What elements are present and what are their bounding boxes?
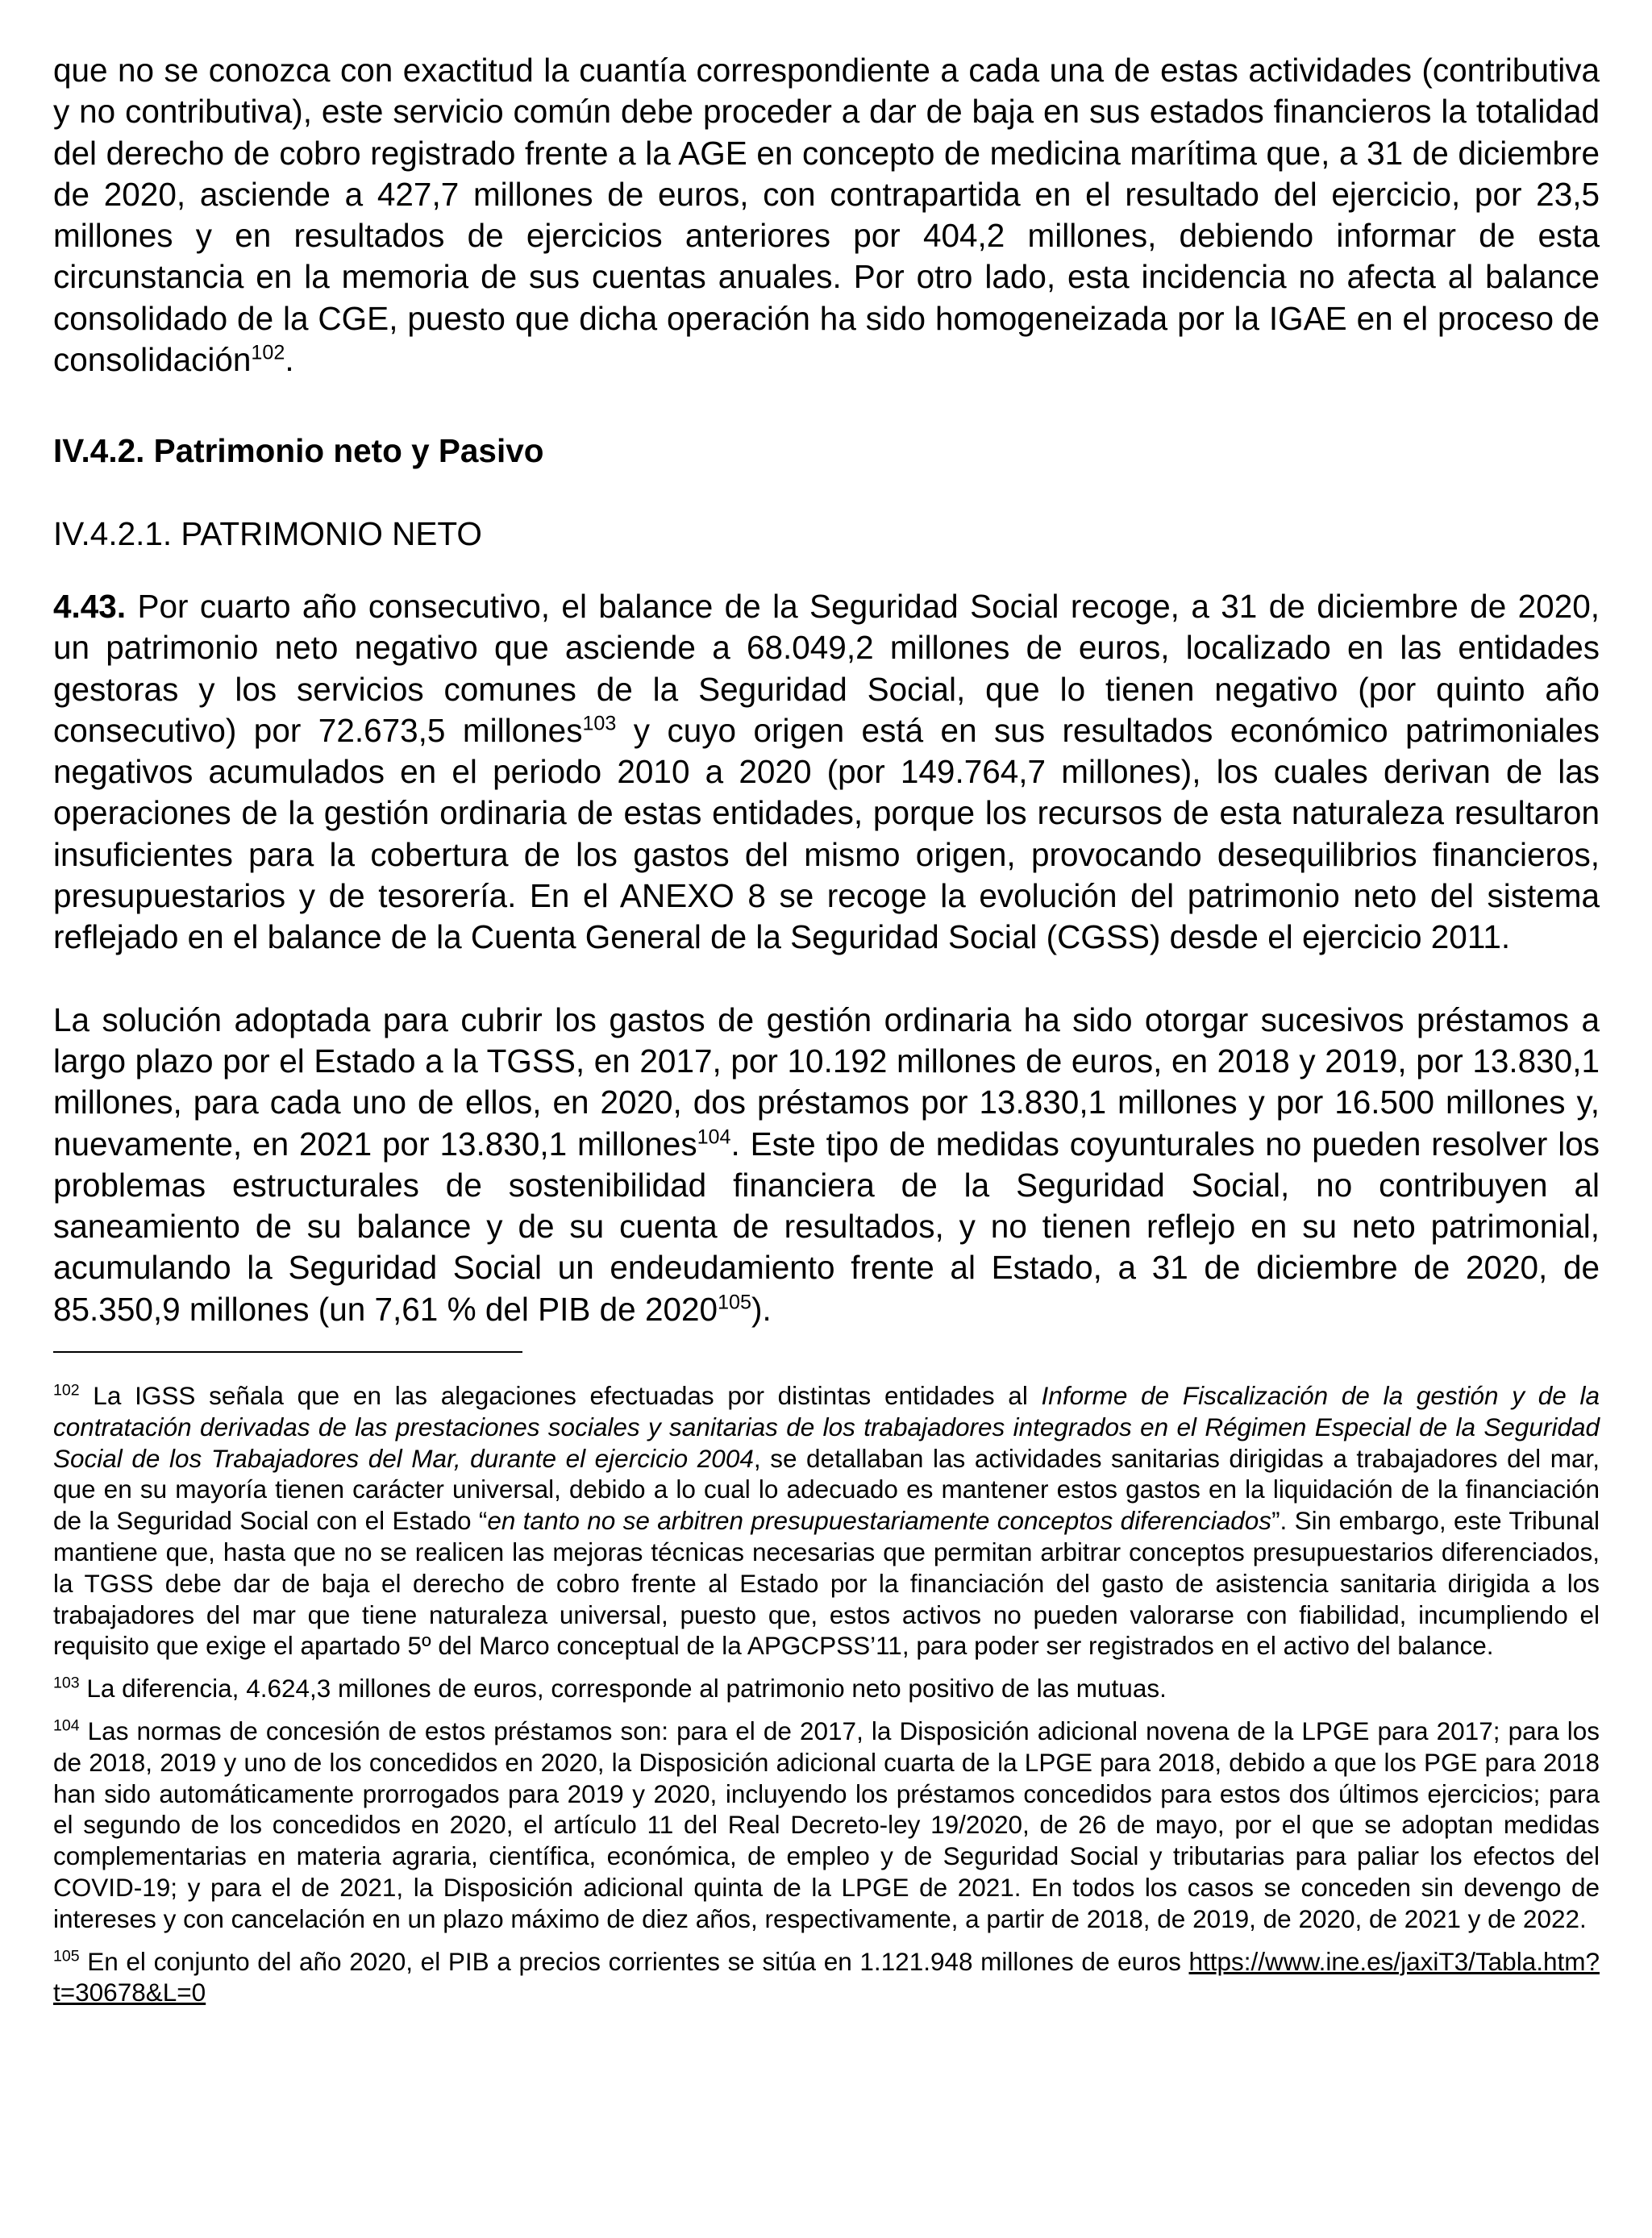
footnote-text: , se detallaban las actividades sanitarias dirigidas a trabajadores del mar, que en su mayoría tienen carácter universal, debido a lo cual lo adecuado es mantener estos gastos en la liquidación de la financiación de la Seguridad Social con el Estado “	[53, 1443, 1600, 1536]
footnote-number: 105	[53, 1947, 80, 1966]
paragraph-number: 4.43.	[53, 587, 127, 625]
footnote-text: La diferencia, 4.624,3 millones de euros, corresponde al patrimonio neto positivo de las mutuas.	[79, 1674, 1167, 1703]
footnote-104	[53, 1716, 1600, 1935]
footnote-number: 102	[53, 1381, 80, 1400]
paragraph-4-43-text-b: y cuyo origen está en sus resultados económico patrimoniales negativos acumulados en el periodo 2010 a 2020 (por 149.764,7 millones), los cuales derivan de las operaciones de la gestión ordinaria de estas entidades, porque los recursos de esta naturaleza resultaron insuficientes para la cobertura de los gastos del mismo origen, provocando desequilibrios financieros, presupuestarios y de tesorería. En el ANEXO 8 se recoge la evolución del patrimonio neto del sistema reflejado en el balance de la Cuenta General de la Seguridad Social (CGSS) desde el ejercicio 2011.	[53, 711, 1600, 956]
footnote-102	[53, 1380, 1600, 1662]
footnote-ref-104[interactable]: 104	[697, 1125, 731, 1149]
footnote-italic-quote: en tanto no se arbitren presupuestariamente conceptos diferenciados	[487, 1506, 1272, 1536]
section-heading: IV.4.2. Patrimonio neto y Pasivo	[53, 432, 544, 470]
footnote-ref-102[interactable]: 102	[251, 341, 285, 364]
footnote-text: En el conjunto del año 2020, el PIB a precios corrientes se sitúa en 1.121.948 millones de euros	[79, 1946, 1189, 1976]
solution-paragraph	[53, 1000, 1600, 1330]
footnote-text: ”. Sin embargo, este Tribunal mantiene que, hasta que no se realicen las mejoras técnicas necesarias que permitan arbitrar conceptos presupuestarios diferenciados, la TGSS debe dar de baja el derecho de cobro frente al Estado por la financiación del gasto de asistencia sanitaria dirigida a los trabajadores del mar que tiene naturaleza universal, puesto que, estos activos no pueden valorarse con fiabilidad, incumpliendo el requisito que exige el apartado 5º del Marco conceptual de la APGCPSS’11, para poder ser registrados en el activo del balance.	[53, 1506, 1600, 1661]
paragraph-4-43	[53, 586, 1600, 959]
footnote-103	[53, 1673, 1600, 1704]
footnote-ref-105[interactable]: 105	[718, 1291, 751, 1314]
intro-paragraph	[53, 50, 1600, 381]
intro-end: .	[285, 341, 294, 379]
footnote-number: 104	[53, 1716, 80, 1735]
footnote-ref-103[interactable]: 103	[582, 712, 617, 735]
intro-text: que no se conozca con exactitud la cuantía correspondiente a cada una de estas actividades (contributiva y no contributiva), este servicio común debe proceder a dar de baja en sus estados financieros la totalidad del derecho de cobro registrado frente a la AGE en concepto de medicina marítima que, a 31 de diciembre de 2020, asciende a 427,7 millones de euros, con contrapartida en el resultado del ejercicio, por 23,5 millones y en resultados de ejercicios anteriores por 404,2 millones, debiendo informar de esta circunstancia en la memoria de sus cuentas anuales. Por otro lado, esta incidencia no afecta al balance consolidado de la CGE, puesto que dicha operación ha sido homogeneizada por la IGAE en el proceso de consolidación	[53, 52, 1600, 379]
subsection-heading: IV.4.2.1. PATRIMONIO NETO	[53, 514, 482, 552]
paragraph-4-43-text-a: Por cuarto año consecutivo, el balance de la Seguridad Social recoge, a 31 de diciembre de 2020, un patrimonio neto negativo que asciende a 68.049,2 millones de euros, localizado en las entidades gestoras y los servicios comunes de la Seguridad Social, que lo tienen negativo (por quinto año consecutivo) por 72.673,5 millones	[53, 587, 1600, 749]
ine-link[interactable]: https://www.ine.es/jaxiT3/Tabla.htm?t=30678&L=0	[53, 1946, 1600, 2007]
footnote-text: La IGSS señala que en las alegaciones efectuadas por distintas entidades al	[79, 1381, 1042, 1411]
document-page	[53, 50, 1600, 2008]
footnote-italic-title: Informe de Fiscalización de la gestión y de la contratación derivadas de las prestaciones sociales y sanitarias de los trabajadores integrados en el Régimen Especial de la Seguridad Social de los Trabajadores del Mar, durante el ejercicio 2004	[53, 1381, 1600, 1473]
solution-text-b: . Este tipo de medidas coyunturales no pueden resolver los problemas estructurales de sostenibilidad financiera de la Seguridad Social, no contribuyen al saneamiento de su balance y de su cuenta de resultados, y no tienen reflejo en su neto patrimonial, acumulando la Seguridad Social un endeudamiento frente al Estado, a 31 de diciembre de 2020, de 85.350,9 millones (un 7,61 % del PIB de 2020	[53, 1125, 1600, 1328]
solution-text-c: ).	[751, 1290, 772, 1328]
footnote-text: Las normas de concesión de estos préstamos son: para el de 2017, la Disposición adicional novena de la LPGE para 2017; para los de 2018, 2019 y uno de los concedidos en 2020, la Disposición adicional cuarta de la LPGE para 2018, debido a que los PGE para 2018 han sido automáticamente prorrogados para 2019 y 2020, incluyendo los préstamos concedidos para estos dos últimos ejercicios; para el segundo de los concedidos en 2020, el artículo 11 del Real Decreto-ley 19/2020, de 26 de mayo, por el que se adoptan medidas complementarias en materia agraria, científica, económica, de empleo y de Seguridad Social y tributarias para paliar los efectos del COVID-19; y para el de 2021, la Disposición adicional quinta de la LPGE de 2021. En todos los casos se conceden sin devengo de intereses y con cancelación en un plazo máximo de diez años, respectivamente, a partir de 2018, de 2019, de 2020, de 2021 y de 2022.	[53, 1716, 1600, 1933]
solution-text-a: La solución adoptada para cubrir los gastos de gestión ordinaria ha sido otorgar sucesivos préstamos a largo plazo por el Estado a la TGSS, en 2017, por 10.192 millones de euros, en 2018 y 2019, por 13.830,1 millones, para cada uno de ellos, en 2020, dos préstamos por 13.830,1 millones y por 16.500 millones y, nuevamente, en 2021 por 13.830,1 millones	[53, 1000, 1600, 1163]
footnote-105	[53, 1946, 1600, 2009]
footnote-number: 103	[53, 1674, 80, 1692]
